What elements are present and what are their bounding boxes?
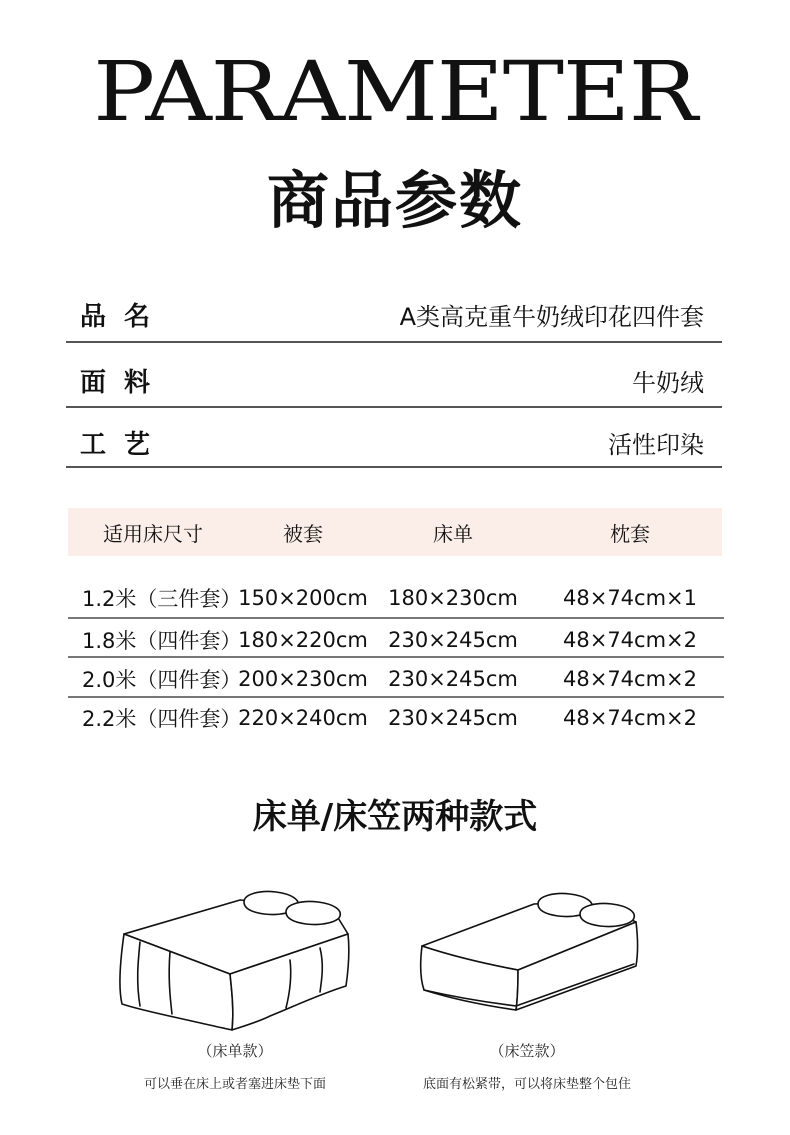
- fitted-sheet-description: 底面有松紧带，可以将床垫整个包住: [422, 1077, 631, 1092]
- divider: [68, 656, 724, 658]
- column-header: 被套: [283, 521, 323, 546]
- param-row-fabric: [66, 362, 722, 399]
- table-cell: 150×200cm: [238, 586, 368, 610]
- table-cell: 180×220cm: [238, 628, 368, 652]
- column-header: 枕套: [610, 521, 650, 546]
- table-cell: 48×74cm×2: [563, 706, 697, 730]
- table-cell: 230×245cm: [388, 628, 518, 652]
- param-value: 牛奶绒: [632, 369, 704, 397]
- flat-sheet-description: 可以垂在床上或者塞进床垫下面: [143, 1077, 326, 1092]
- param-label: 品名: [80, 302, 169, 332]
- param-row-craft: [66, 424, 722, 461]
- param-row-name: [66, 296, 722, 333]
- param-value: A类高克重牛奶绒印花四件套: [399, 303, 704, 331]
- fitted-sheet-illustration-icon: [410, 882, 650, 1032]
- flat-sheet-illustration-icon: [110, 882, 360, 1032]
- table-cell: 180×230cm: [388, 586, 518, 610]
- table-cell: 1.8米（四件套）: [82, 629, 242, 653]
- divider: [68, 617, 724, 619]
- title-chinese: 商品参数: [266, 164, 523, 237]
- section-title: 床单/床笠两种款式: [252, 797, 538, 837]
- fitted-sheet-caption: （床笠款）: [489, 1042, 565, 1060]
- table-cell: 2.0米（四件套）: [82, 668, 242, 692]
- table-row: [68, 625, 722, 655]
- divider: [68, 696, 724, 698]
- table-cell: 1.2米（三件套）: [82, 587, 242, 611]
- table-cell: 230×245cm: [388, 667, 518, 691]
- table-cell: 230×245cm: [388, 706, 518, 730]
- divider: [66, 341, 722, 343]
- param-label: 面料: [80, 368, 169, 398]
- table-row: [68, 583, 722, 613]
- table-row: [68, 703, 722, 733]
- size-table-header: [68, 508, 722, 556]
- column-header: 床单: [433, 521, 473, 546]
- table-cell: 200×230cm: [238, 667, 368, 691]
- table-row: [68, 664, 722, 694]
- flat-sheet-caption: （床单款）: [197, 1042, 273, 1060]
- param-value: 活性印染: [608, 431, 704, 459]
- table-cell: 48×74cm×2: [563, 667, 697, 691]
- table-cell: 220×240cm: [238, 706, 368, 730]
- column-header: 适用床尺寸: [103, 521, 203, 546]
- divider: [66, 466, 722, 468]
- table-cell: 48×74cm×2: [563, 628, 697, 652]
- table-cell: 48×74cm×1: [563, 586, 697, 610]
- param-label: 工艺: [80, 430, 169, 460]
- table-cell: 2.2米（四件套）: [82, 707, 242, 731]
- title-english: PARAMETER: [93, 45, 697, 140]
- divider: [66, 406, 722, 408]
